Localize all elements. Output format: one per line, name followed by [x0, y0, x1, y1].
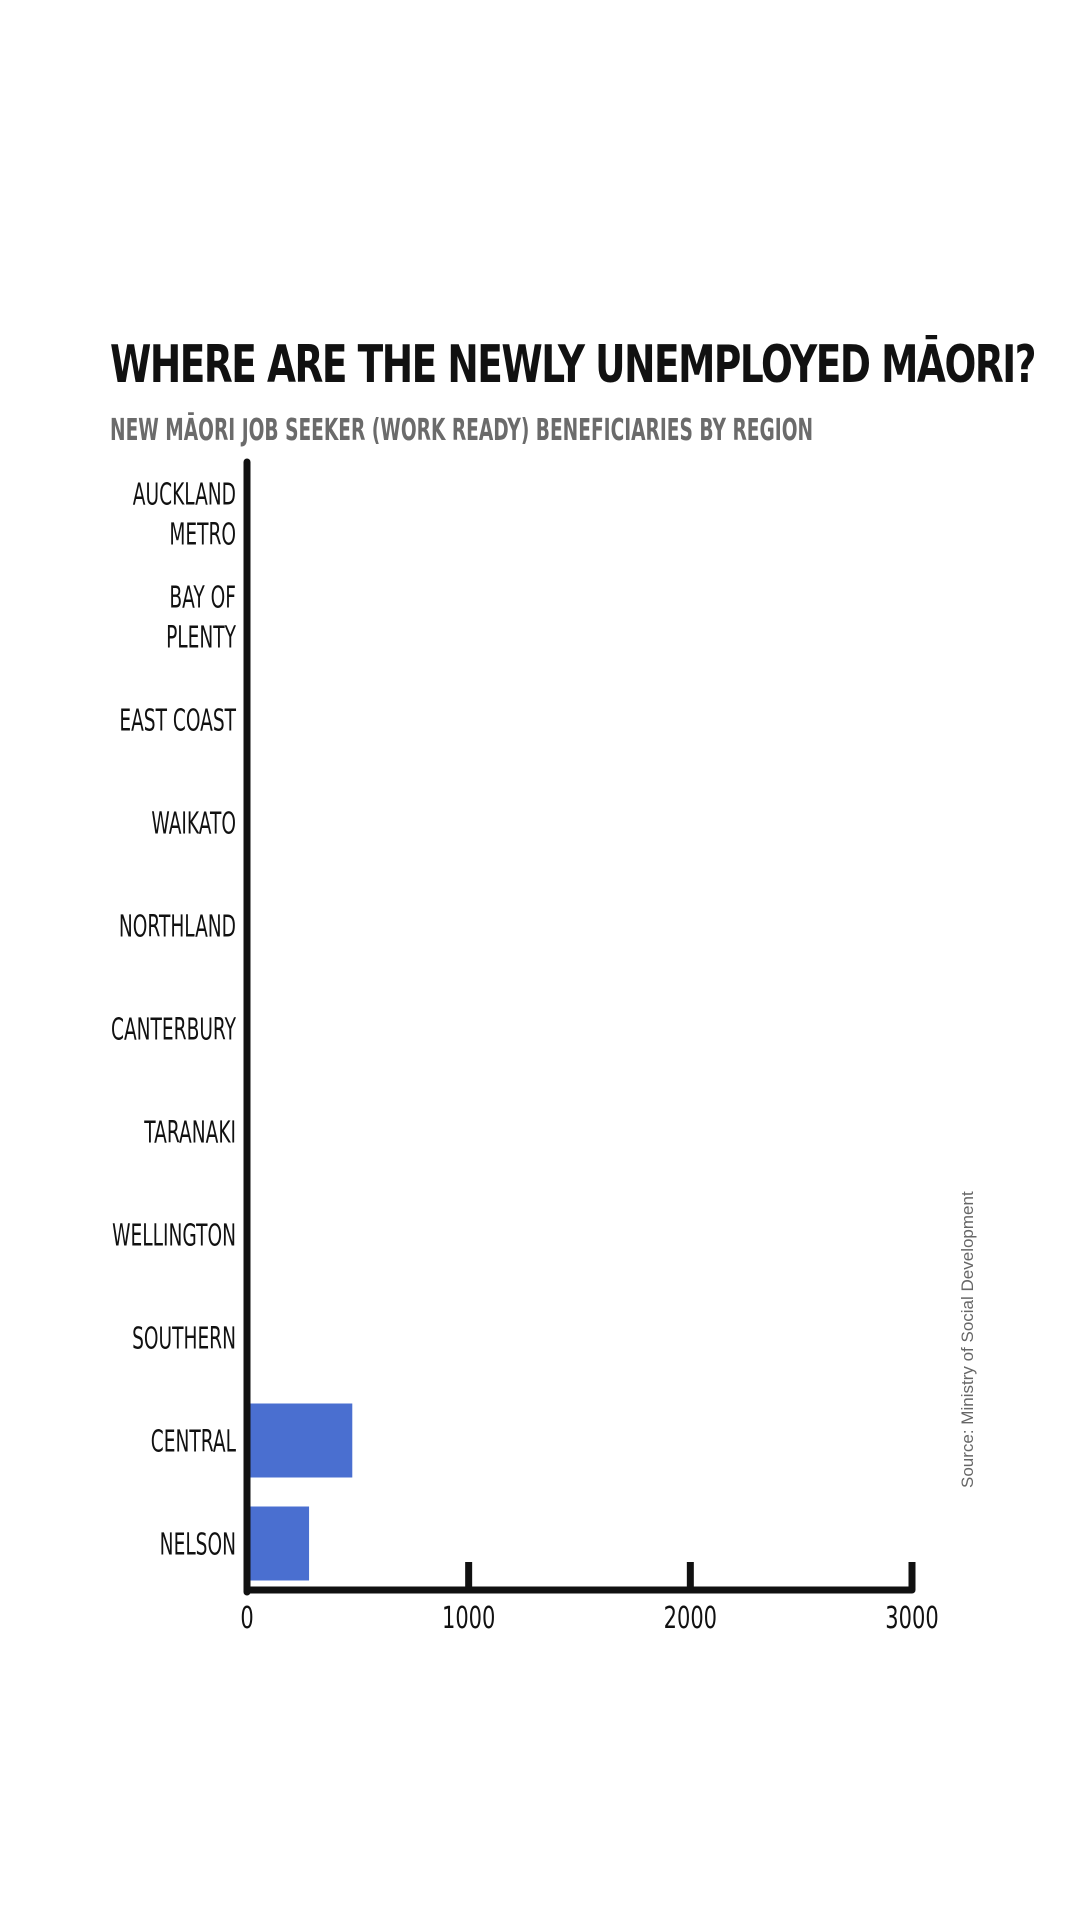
category-label-group — [151, 1424, 236, 1459]
category-label: TARANAKI — [144, 1114, 236, 1150]
category-label: EAST COAST — [119, 702, 236, 738]
category-label-group — [111, 1012, 237, 1047]
category-label: WAIKATO — [151, 805, 236, 841]
bars-layer — [247, 1404, 352, 1581]
category-label-group — [119, 703, 236, 738]
x-tick-label-group — [442, 1601, 495, 1636]
category-label-group — [151, 806, 236, 841]
category-label-group — [166, 580, 236, 655]
category-label: CANTERBURY — [110, 1011, 236, 1047]
category-label: CENTRAL — [150, 1423, 236, 1459]
category-label-group — [119, 909, 236, 944]
category-label-group — [132, 1321, 236, 1356]
x-tick-label: 2000 — [663, 1601, 718, 1637]
chart-title: WHERE ARE THE NEWLY UNEMPLOYED MĀORI? — [110, 335, 1036, 395]
x-tick-label-group — [885, 1601, 938, 1636]
x-tick-label: 3000 — [885, 1601, 939, 1637]
x-tick-label: 1000 — [441, 1601, 496, 1637]
category-labels-layer — [111, 477, 237, 1562]
category-label: SOUTHERN — [132, 1320, 236, 1356]
category-label: BAY OF PLENTY — [166, 579, 236, 655]
category-label-group — [133, 477, 236, 552]
category-label: NELSON — [159, 1526, 236, 1562]
category-label-group — [143, 1115, 236, 1150]
x-tick-label-group — [240, 1601, 253, 1636]
x-tick-label-group — [664, 1601, 717, 1636]
x-tick-label: 0 — [240, 1601, 254, 1637]
category-label-group — [112, 1218, 236, 1253]
category-label: WELLINGTON — [112, 1217, 236, 1253]
chart-subtitle: NEW MĀORI JOB SEEKER (WORK READY) BENEFICIARIES BY REGION — [110, 413, 814, 448]
category-label: NORTHLAND — [118, 908, 236, 944]
x-ticks-layer — [240, 1562, 938, 1636]
category-label: AUCKLAND METRO — [132, 476, 236, 552]
source-note: Source: Ministry of Social Development — [958, 1191, 977, 1488]
bar-central — [247, 1404, 352, 1478]
category-label-group — [160, 1527, 236, 1562]
bar-nelson — [247, 1507, 309, 1581]
